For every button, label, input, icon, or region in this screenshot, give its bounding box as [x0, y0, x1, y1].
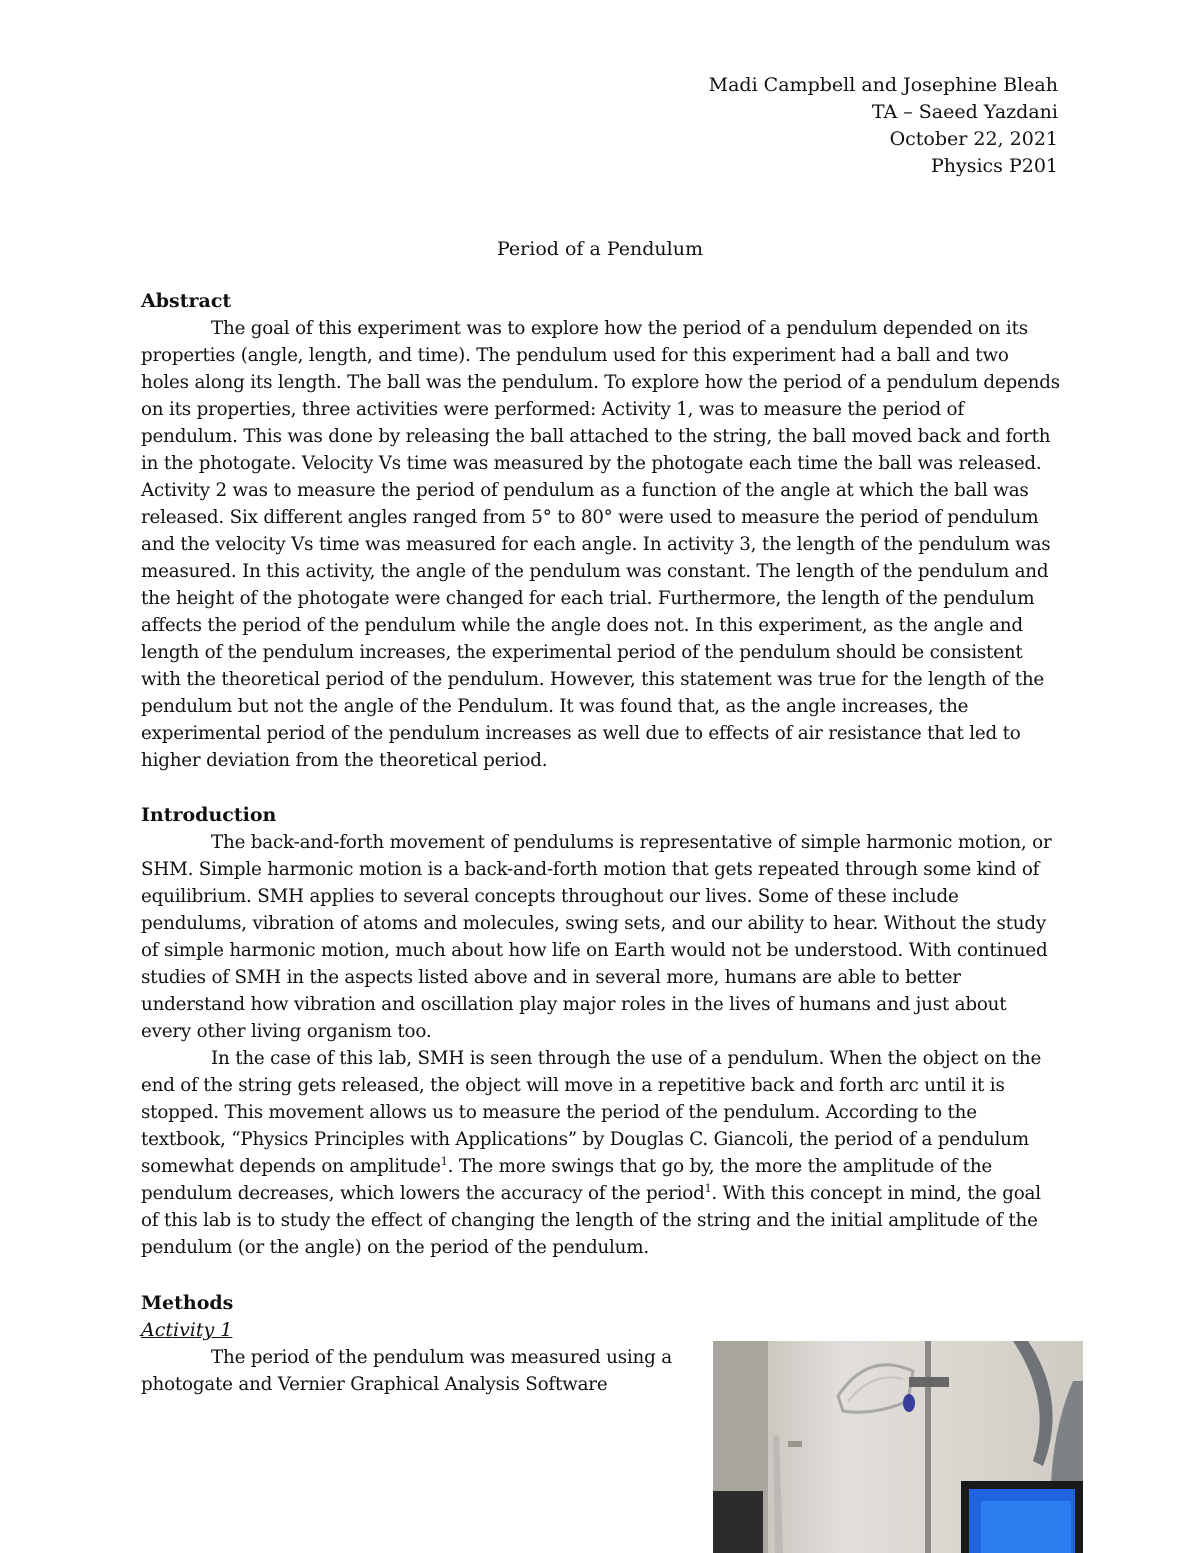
introduction-heading: Introduction [141, 804, 277, 826]
abstract-heading: Abstract [141, 290, 232, 312]
intro-text-b: . The more swings that go by, the more the amplitude of the pendulum decreases, which lowers the accuracy of the period [141, 1156, 993, 1204]
date: October 22, 2021 [889, 128, 1058, 150]
intro-text-a: In the case of this lab, SMH is seen through the use of a pendulum. When the object on the end of the string gets released, the object will move in a repetitive back and forth arc until it is stopped. This movement allows us to measure the period of the pendulum. According to the textbook, “Physics Principles with Applications” by Douglas C. Giancoli, the period of a pendulum somewhat depends on amplitude [141, 1048, 1042, 1177]
page-title: Period of a Pendulum [497, 238, 703, 260]
header-block [709, 72, 1058, 180]
activity-1-subheading: Activity 1 [141, 1319, 233, 1341]
abstract-section [141, 288, 1061, 774]
teaching-assistant: TA – Saeed Yazdani [871, 101, 1058, 123]
reference-marker: 1 [704, 1181, 712, 1195]
introduction-section [141, 802, 1061, 1261]
methods-text: The period of the pendulum was measured using a photogate and Vernier Graphical Analysis Software [141, 1347, 672, 1395]
reference-marker: 1 [440, 1154, 448, 1168]
photo-illustration [713, 1341, 1083, 1553]
abstract-text: The goal of this experiment was to explore how the period of a pendulum depended on its properties (angle, length, and time). The pendulum used for this experiment had a ball and two holes along its length. The ball was the pendulum. To explore how the period of a pendulum depends on its properties, three activities were performed: Activity 1, was to measure the period of pendulum. This was done by releasing the ball attached to the string, the ball moved back and forth in the photogate. Velocity Vs time was measured by the photogate each time the ball was released. Activity 2 was to measure the period of pendulum as a function of the angle at which the ball was released. Six different angles ranged from 5° to 80° were used to measure the period of pendulum and the velocity Vs time was measured for each angle. In activity 3, the length of the pendulum was measured. In this activity, the angle of the pendulum was constant. The length of the pendulum and the height of the photogate were changed for each trial. Furthermore, the length of the pendulum affects the period of the pendulum while the angle does not. In this experiment, as the angle and length of the pendulum increases, the experimental period of the pendulum should be consistent with the theoretical period of the pendulum. However, this statement was true for the length of the pendulum but not the angle of the Pendulum. It was found that, as the angle increases, the experimental period of the pendulum increases as well due to effects of air resistance that led to higher deviation from the theoretical period. [141, 318, 1060, 771]
introduction-paragraph-1: The back-and-forth movement of pendulums is representative of simple harmonic motion, or SHM. Simple harmonic motion is a back-and-forth motion that gets repeated through some kind of equilibrium. SMH applies to several concepts throughout our lives. Some of these include pendulums, vibration of atoms and molecules, swing sets, and our ability to hear. Without the study of simple harmonic motion, much about how life on Earth would not be understood. With continued studies of SMH in the aspects listed above and in several more, humans are able to better understand how vibration and oscillation play major roles in the lives of humans and just about every other living organism too. [141, 832, 1052, 1042]
methods-heading: Methods [141, 1292, 234, 1314]
course: Physics P201 [930, 155, 1058, 177]
introduction-paragraph-2 [141, 1045, 1061, 1261]
pendulum-setup-photo [713, 1341, 1083, 1553]
authors: Madi Campbell and Josephine Bleah [708, 74, 1058, 96]
intro-text-c: . With this concept in mind, the goal of this lab is to study the effect of changing the length of the string and the initial amplitude of the pendulum (or the angle) on the period of the pendulum. [141, 1183, 1041, 1258]
